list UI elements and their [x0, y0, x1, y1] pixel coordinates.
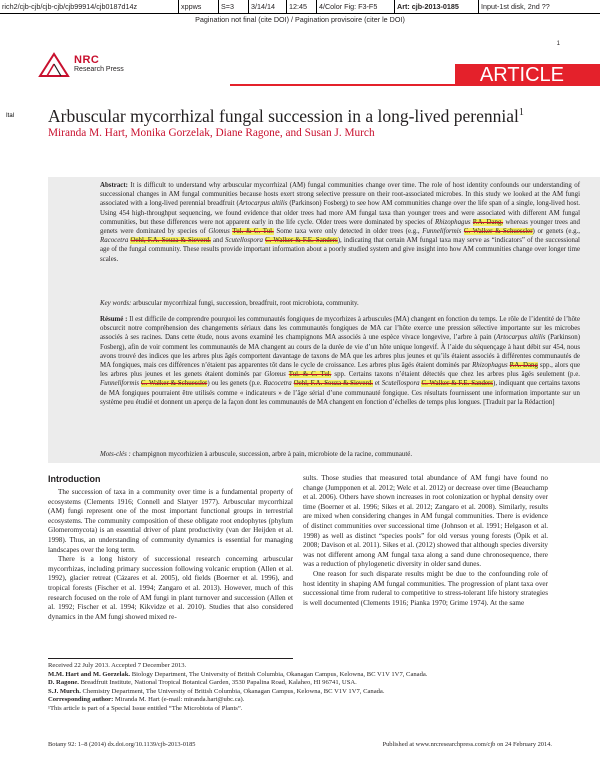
nrc-logo-icon — [38, 50, 72, 80]
header-article-id: Art: cjb-2013-0185 — [394, 0, 478, 13]
paragraph: There is a long history of successional research concerning arbuscular mycorrhizas, including primary succession following volcanic eruption (Allen et al. 1992), glacier retreat (Cázares et al. 2005), old fields (Boerner et al. 1996), and tropical forests (Fischer et al. 1994; Zangaro et al. 2013). However, much of this research focused on the role of AM fungi in plant turnover and succession (Allen et al. 1992; Fischer et al. 1994; Kikvidze et al. 2010). Studies that also considered dynamics in the AM fungi showed mixed re- — [48, 555, 293, 621]
abstract-fr: Résumé : Il est difficile de comprendre pourquoi les communautés fongiques de mycorhizes à arbuscules (MA) changent en fonction du temps. Le rôle de l’identité de l’hôte obscurcit notre compréhension des changements sériaux dans les communautés fongiques de MA car l’hôte exerce une pression sélective importante sur les microbes associés à ses racines. Dans cette étude, nous avons examiné les champignons MA associés à une espèce vivace longevive, l’arbre à pain (Artocarpus altilis (Parkinson) Fosberg), afin de voir comment les communautés de MA changent au cours de la durée de vie d’un hôte unique longevif. À l’aide du séquençage à haut débit sur 454, nous avons trouvé des indices que les arbres plus âgés comportent davantage de taxons de MA que les arbres plus jeunes et qu’ils étaient associés à différentes communautés de MA fongiques, mais ces différences n’étaient pas apparentes tôt dans le cycle de croissance. Les arbres plus âgés étaient dominés par Rhizophagus P.A. Dang spp., alors que les arbres plus jeunes et les genets étaient dominés par Glomus Tul. & C. Tul. spp. Certains taxons n’étaient détectés que chez les arbres plus âgés seulement (p.e. Funneliformis C. Walker & Schuessler) ou les genets (p.e. Racocetra Oehl, F.A. Souza & Sieverd. et Scutellospora C. Walker & F.E. Sanders), indiquant que certains taxons de MA fongiques pourraient être utilisés comme « indicateurs » de l’âge sérial d’une communauté fongique. Ces résultats fournissent une information importante sur un système peu étudié et donnent un aperçu de la façon dont les communautés de MA changent en fonction d’échelles de temps plus longues. [Traduit par la Rédaction] — [100, 316, 581, 406]
paragraph: sults. Those studies that measured total abundance of AM fungi have found no change (Jumpponen et al. 2012; Welc et al. 2012) or decrease over time (Beauchamp et al. 2006). Others have shown increases in root colonization or hyphal density over time (Boerner et al. 1996; Sikes et al. 2012; Zangaro et al. 2008). Similarly, results are mixed when considering changes in AM fungal communities. There is evidence of distinct communities over successional time (Johnson et al. 1991; Helgason et al. 1998) as well as distinct “species pools” for old versus young forests (Öpik et al. 2008; Davison et al. 2011). Sikes et al. (2012) showed that although species diversity was not different among AM fungal taxa along a sand dune chronosequence, there was a reduction of phylogenetic diversity in older sand dunes. — [303, 474, 548, 569]
footnotes — [48, 662, 600, 714]
header-style: S=3 — [218, 0, 248, 13]
paragraph: The succession of taxa in a community over time is a fundamental property of ecosystems (Clements 1916; Connell and Slatyer 1977). Arbuscular mycorrhizal (AM) fungi represent one of the most important functional groups in terrestrial ecosystems. The community composition of these obligate root endophytes (phylum Glomeromycota) is an essential driver of plant productivity (van der Heijden et al. 1998). Thus, an understanding of community dynamics is essential for managing landscapes over the long term. — [48, 488, 293, 554]
affiliation: D. Ragone. Breadfruit Institute, National Tropical Botanical Garden, 3530 Papalina Road, Kalaheo, HI 96741, USA. — [48, 679, 357, 687]
page-footer — [48, 741, 600, 748]
paper-title: Arbuscular mycorrhizal fungal succession in a long-lived perennial$^1$ — [48, 105, 524, 126]
nrc-logo — [38, 50, 128, 88]
received-dates: Received 22 July 2013. Accepted 7 December 2013. — [48, 662, 187, 669]
production-header — [0, 0, 600, 14]
corresponding-author: Corresponding author: Miranda M. Hart (e-mail: miranda.hart@ubc.ca). — [48, 696, 245, 704]
affiliation: M.M. Hart and M. Gorzelak. Biology Department, The University of British Columbia, Okanagan Campus, Kelowna, BC V1V 1V7, Canada. — [48, 670, 428, 678]
paragraph: One reason for such disparate results might be due to the confounding role of host identity in shaping AM fungal communities. The progression of plant taxa over successional time from ruderal to competitive to stress-tolerant life history strategies is well documented (Clements 1916; Pianka 1970; Grime 1974). At the same — [303, 569, 548, 607]
section-heading-introduction: Introduction — [48, 474, 101, 484]
header-color-figs: 4/Color Fig: F3-F5 — [316, 0, 394, 13]
pagination-notice: Pagination not final (cite DOI) / Pagination provisoire (citer le DOI) — [195, 15, 405, 24]
logo-nrc: NRC — [74, 54, 100, 66]
abstract-en: Abstract: It is difficult to understand why arbuscular mycorrhizal (AM) fungal communities change over time. The role of host identity confounds our understanding of successional changes in AM fungal communities because hosts exert strong selective pressure on their root-associated microbes. In this study we looked at the AM fungi associated with a long-lived perennial breadfruit (Artocarpus altilis (Parkinson) Fosberg) to see how AM communities change over the life span of a single, long-lived host. Using 454 high-throughput sequencing, we found evidence that older trees had more AM fungal taxa than younger trees and were associated with different AM fungal communities, but these differences were not apparent early in the life cycle. Older trees were dominated by species of Rhizophagus P.A. Dang. whereas younger trees and genets were dominated by species of Glomus Tul. & C. Tul. Some taxa were only detected in older trees (e.g., Funneliformis C. Walker & Schuessler) or genets (e.g., Racocetra Oehl, F.A. Souza & Sieverd. and Scutellospora C. Walker & F.E. Sanders), indicating that certain AM fungal taxa may serve as “indicators” of the successional age of the fungal community. These results provide important information about a poorly studied system and give insight into how AM communities change over longer time scales. — [100, 182, 580, 263]
article-label: ARTICLE — [479, 64, 564, 86]
header-time: 12:45 — [286, 0, 316, 13]
citation-doi[interactable]: Botany 92: 1–8 (2014) dx.doi.org/10.1139/cjb-2013-0185 — [48, 741, 196, 748]
footnote-rule — [48, 658, 293, 659]
body-column-right — [303, 474, 548, 608]
header-system: xppws — [178, 0, 218, 13]
header-date: 3/14/14 — [248, 0, 286, 13]
page-number: 1 — [556, 41, 560, 47]
header-input-disk: Input-1st disk, 2nd ?? — [478, 0, 600, 13]
logo-research-press: Research Press — [74, 66, 124, 73]
body-column-left — [48, 488, 293, 622]
keywords-en: Key words: arbuscular mycorrhizal fungi, succession, breadfruit, root microbiota, community. — [100, 300, 359, 307]
special-issue-note: ¹This article is part of a Special Issue entitled “The Microbiota of Plants”. — [48, 704, 243, 712]
header-file-path: rich2/cjb-cjb/cjb-cjb/cjb99914/cjb0187d14z — [2, 2, 138, 11]
affiliation: S.J. Murch. Chemistry Department, The University of British Columbia, Okanagan Campus, Kelowna, BC V1V 1V7, Canada. — [48, 687, 385, 695]
margin-tag: Ital — [6, 113, 15, 119]
author-list: Miranda M. Hart, Monika Gorzelak, Diane Ragone, and Susan J. Murch — [48, 127, 375, 139]
keywords-fr: Mots-clés : champignon mycorhizien à arbuscule, succession, arbre à pain, microbiote de la racine, communauté. — [100, 451, 413, 458]
published-online: Published at www.nrcresearchpress.com/cjb on 24 February 2014. — [382, 741, 552, 748]
